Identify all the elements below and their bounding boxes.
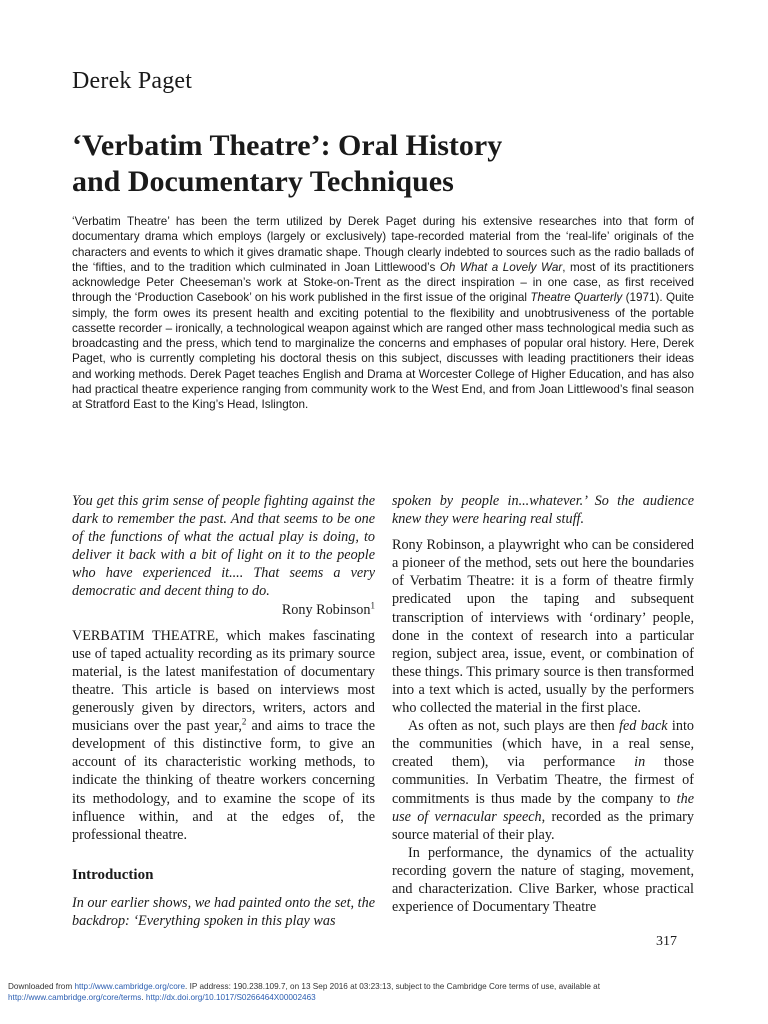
body-paragraph	[72, 627, 375, 844]
abstract-text: , most of its practitioners acknowledge Peter Cheeseman’s work at Stoke-on-Trent as the direct inspiration – in one case, as first received through the ‘Production Casebook’ on his work published in the first issue of the original	[72, 260, 694, 305]
footer-text: Downloaded from	[8, 982, 75, 991]
footer-text: . IP address: 190.238.109.7, on 13 Sep 2016 at 03:23:13, subject to the Cambridge Core terms of use, available at	[185, 982, 600, 991]
footer-text: .	[141, 993, 146, 1002]
right-column	[392, 492, 694, 916]
body-paragraph: In performance, the dynamics of the actuality recording govern the nature of staging, movement, and characterization. Clive Barker, whose practical experience of Documentary Theatre	[392, 844, 694, 916]
paragraph-text: and aims to trace the development of this distinctive form, to give an account of its characteristic working methods, to indicate the thinking of theatre workers concerning its methodology, and to examine the scope of its influence within, and at the edges of, the professional theatre.	[72, 718, 375, 843]
abstract	[72, 214, 694, 412]
paragraph-text: those communities. In Verbatim Theatre, the firmest of commitments is thus made by the company to	[392, 754, 694, 807]
epigraph-credit	[72, 601, 375, 619]
author-name: Derek Paget	[72, 68, 193, 94]
abstract-italic-title: Oh What a Lovely War	[439, 260, 563, 274]
title-line-1: ‘Verbatim Theatre’: Oral History	[72, 129, 503, 162]
quote-end: spoken by people in...whatever.’ So the audience knew they were hearing real stuff.	[392, 493, 694, 528]
paragraph-text: , recorded as the primary source material of their play.	[392, 808, 694, 843]
download-footer	[8, 981, 760, 1003]
paragraph-text: into the communities (which have, in a real sense, created them), via performance	[392, 718, 694, 771]
emphasis-text: fed back	[619, 718, 668, 735]
body-paragraph	[392, 717, 694, 844]
title-line-2: and Documentary Techniques	[72, 165, 454, 198]
footer-link-terms[interactable]: http://www.cambridge.org/core/terms	[8, 993, 142, 1002]
footnote-marker: 1	[370, 599, 375, 610]
footnote-marker: 2	[241, 716, 247, 727]
footer-link-doi[interactable]: http://dx.doi.org/10.1017/S0266464X00002463	[145, 993, 316, 1002]
page-number: 317	[656, 934, 677, 949]
abstract-italic-journal: Theatre Quarterly	[530, 291, 623, 305]
article-title	[72, 128, 692, 200]
section-heading: Introduction	[72, 866, 154, 883]
quote-start: In our earlier shows, we had painted onto the set, the backdrop: ‘Everything spoken in this play was	[72, 894, 375, 929]
abstract-text: (1971). Quite simply, the form owes its present health and exciting potential to the flexibility and unobtrusiveness of the portable cassette recorder – ironically, a technological weapon against which are ranged other mass technological media such as broadcasting and the press, which tend to marginalize the concerns and emphases of popular oral history. Here, Derek Paget, who is currently completing his doctoral thesis on this subject, discusses with leading practitioners their ideas and working methods. Derek Paget teaches English and Drama at Worcester College of Higher Education, and has also had practical theatre experience ranging from community work to the West End, and from Joan Littlewood’s final season at Stratford East to the King’s Head, Islington.	[72, 291, 694, 411]
epigraph-author: Rony Robinson	[281, 601, 371, 618]
paragraph-text: VERBATIM THEATRE, which makes fascinating use of taped actuality recording as its primary source material, is the latest manifestation of documentary theatre. This article is based on interviews most generously given by directors, writers, actors and musicians over the past year,	[72, 627, 375, 735]
body-paragraph: Rony Robinson, a playwright who can be considered a pioneer of the method, sets out here the boundaries of Verbatim Theatre: it is a form of theatre firmly predicated upon the taping and subsequent transcription of interviews with ‘ordinary’ people, done in the context of research into a particular region, subject area, issue, event, or combination of these things. This primary source is then transformed into a text which is acted, usually by the performers who collected the material in the first place.	[392, 537, 694, 717]
emphasis-text: in	[634, 754, 646, 771]
footer-link-core[interactable]: http://www.cambridge.org/core	[74, 982, 186, 991]
left-column	[72, 492, 375, 930]
paragraph-text: As often as not, such plays are then	[408, 718, 620, 735]
abstract-text: ‘Verbatim Theatre’ has been the term utilized by Derek Paget during his extensive researches into that form of documentary drama which employs (largely or exclusively) tape-recorded material from the ‘real-life’ originals of the characters and events to which it gives dramatic shape. Though clearly indebted to sources such as the radio ballads of the ‘fifties, and to the tradition which culminated in Joan Littlewood’s	[72, 215, 694, 274]
epigraph: You get this grim sense of people fighting against the dark to remember the past. And that seems to be one of the functions of what the actual play is doing, to deliver it back with a bit of light on it to the people who have experienced it.... That seems a very democratic and decent thing to do.	[72, 493, 375, 600]
emphasis-text: the use of vernacular speech	[392, 790, 694, 825]
